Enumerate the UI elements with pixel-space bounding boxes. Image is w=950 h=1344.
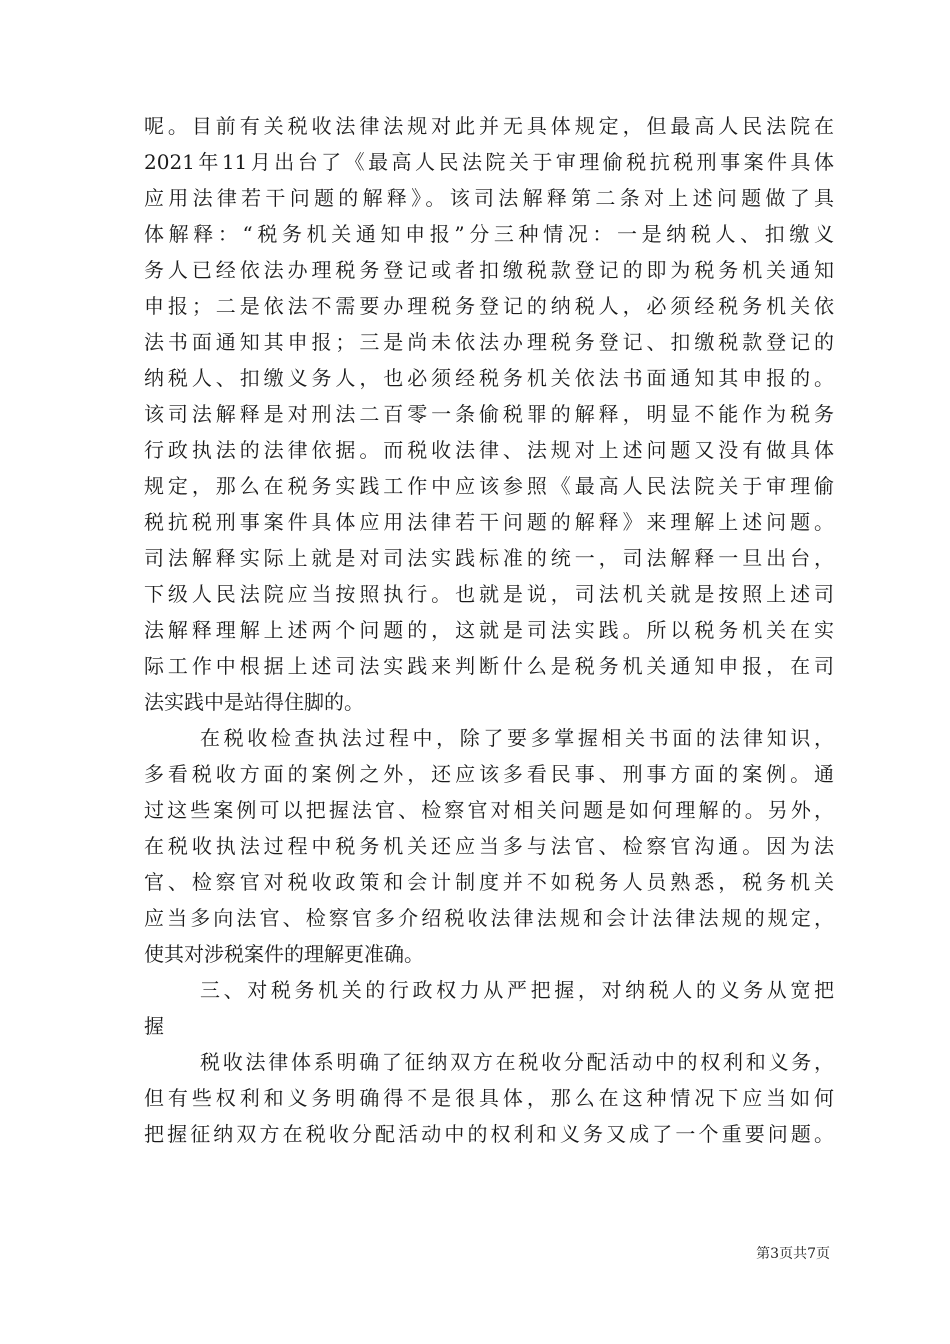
text-line: 把握征纳双方在税收分配活动中的权利和义务又成了一个重要问题。 — [144, 1122, 834, 1146]
page-number-footer: 第3页共7页 — [756, 1246, 830, 1262]
text-line: 际工作中根据上述司法实践来判断什么是税务机关通知申报，在司 — [144, 654, 834, 678]
text-line: 握 — [144, 1014, 164, 1038]
text-line: 规定，那么在税务实践工作中应该参照《最高人民法院关于审理偷 — [144, 474, 834, 498]
body-text — [144, 108, 834, 1152]
text-line: 但有些权利和义务明确得不是很具体，那么在这种情况下应当如何 — [144, 1086, 834, 1110]
text-line: 呢。目前有关税收法律法规对此并无具体规定，但最高人民法院在 — [144, 114, 834, 138]
paragraph-1 — [144, 108, 834, 720]
text-line: 法书面通知其申报；三是尚未依法办理税务登记、扣缴税款登记的 — [144, 330, 834, 354]
text-line: 应当多向法官、检察官多介绍税收法律法规和会计法律法规的规定， — [144, 906, 834, 930]
text-line: 该司法解释是对刑法二百零一条偷税罪的解释，明显不能作为税务 — [144, 402, 834, 426]
text-line: 行政执法的法律依据。而税收法律、法规对上述问题又没有做具体 — [144, 438, 834, 462]
text-line: 在税收执法过程中税务机关还应当多与法官、检察官沟通。因为法 — [144, 834, 834, 858]
text-line: 法实践中是站得住脚的。 — [144, 690, 364, 714]
text-line: 官、检察官对税收政策和会计制度并不如税务人员熟悉，税务机关 — [144, 870, 834, 894]
paragraph-4 — [144, 1044, 834, 1152]
text-line: 2021年11月出台了《最高人民法院关于审理偷税抗税刑事案件具体 — [144, 150, 834, 174]
text-line: 下级人民法院应当按照执行。也就是说，司法机关就是按照上述司 — [144, 582, 834, 606]
text-line: 在税收检查执法过程中，除了要多掌握相关书面的法律知识， — [200, 726, 834, 750]
text-line: 三、对税务机关的行政权力从严把握，对纳税人的义务从宽把 — [200, 978, 834, 1002]
text-line: 税抗税刑事案件具体应用法律若干问题的解释》来理解上述问题。 — [144, 510, 834, 534]
text-line: 税收法律体系明确了征纳双方在税收分配活动中的权利和义务， — [200, 1050, 834, 1074]
text-line: 法解释理解上述两个问题的，这就是司法实践。所以税务机关在实 — [144, 618, 834, 642]
text-line: 体解释：“税务机关通知申报”分三种情况：一是纳税人、扣缴义 — [144, 222, 834, 246]
text-line: 司法解释实际上就是对司法实践标准的统一，司法解释一旦出台， — [144, 546, 834, 570]
section-heading — [144, 972, 834, 1044]
text-line: 多看税收方面的案例之外，还应该多看民事、刑事方面的案例。通 — [144, 762, 834, 786]
paragraph-2 — [144, 720, 834, 972]
text-line: 纳税人、扣缴义务人，也必须经税务机关依法书面通知其申报的。 — [144, 366, 834, 390]
text-line: 应用法律若干问题的解释》。该司法解释第二条对上述问题做了具 — [144, 186, 834, 210]
text-line: 务人已经依法办理税务登记或者扣缴税款登记的即为税务机关通知 — [144, 258, 834, 282]
text-line: 使其对涉税案件的理解更准确。 — [144, 942, 424, 966]
text-line: 申报；二是依法不需要办理税务登记的纳税人，必须经税务机关依 — [144, 294, 834, 318]
text-line: 过这些案例可以把握法官、检察官对相关问题是如何理解的。另外， — [144, 798, 834, 822]
